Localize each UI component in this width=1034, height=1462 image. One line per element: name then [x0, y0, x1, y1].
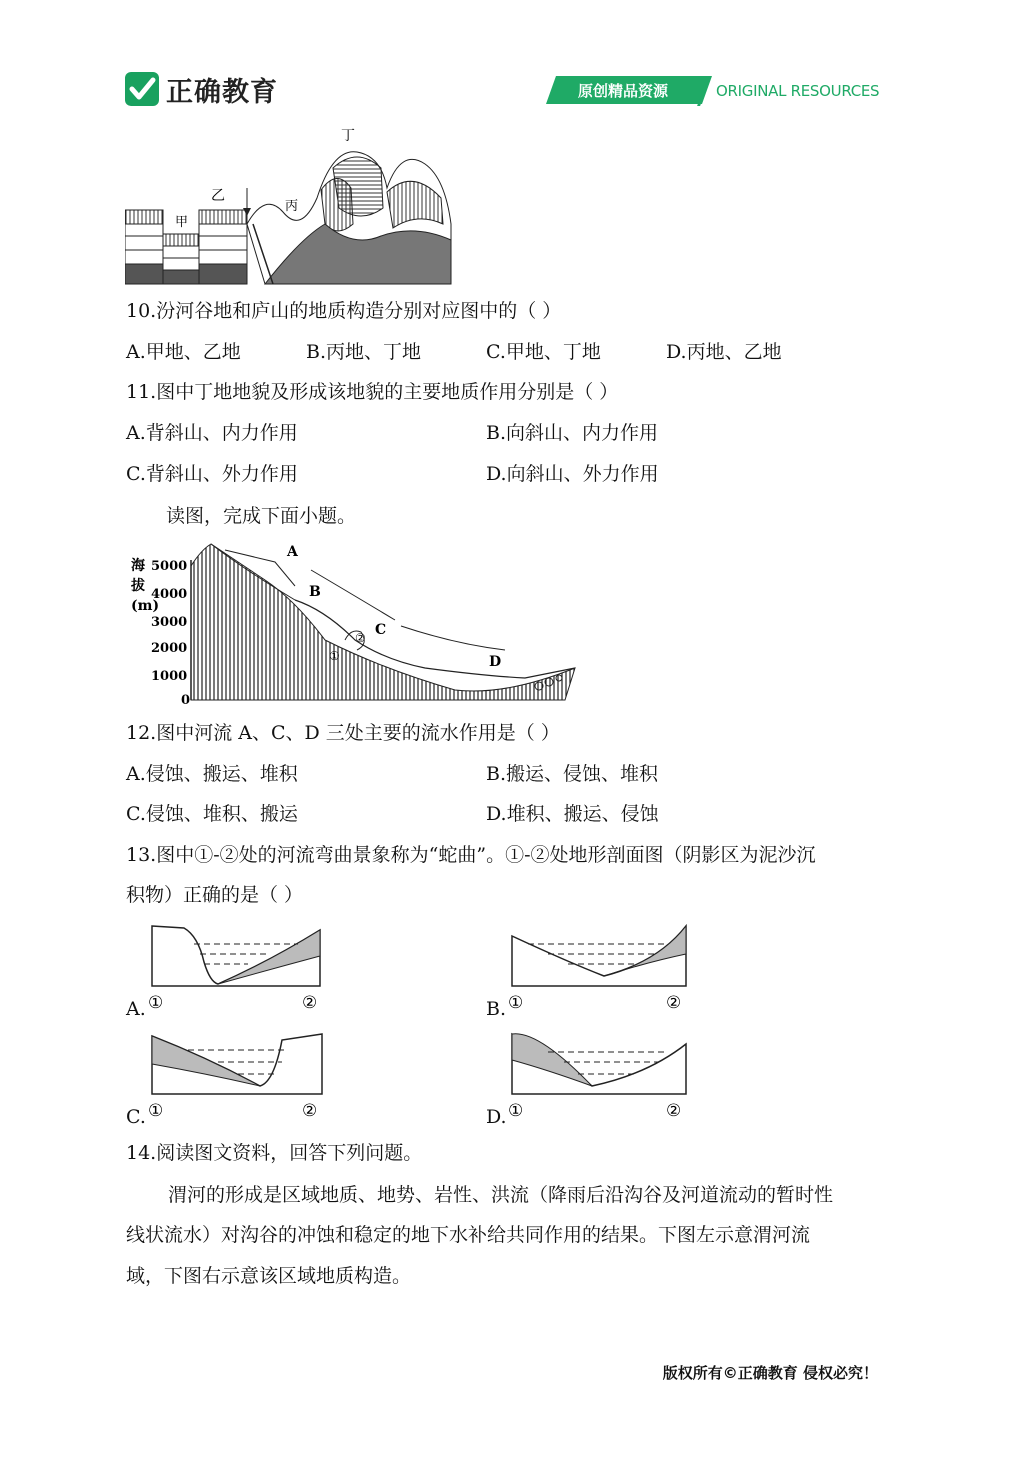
q13-stem-line2: 积物）正确的是（ ）	[126, 884, 304, 906]
q10-stem: 10.汾河谷地和庐山的地质构造分别对应图中的（ ）	[126, 300, 562, 322]
q12-option-c[interactable]: C.侵蚀、堆积、搬运	[126, 803, 298, 825]
q12-option-d[interactable]: D.堆积、搬运、侵蚀	[486, 803, 659, 825]
q13-option-a-profile[interactable]	[148, 922, 328, 1014]
ytick-4000: 4000	[151, 587, 188, 602]
q12-option-a[interactable]: A.侵蚀、搬运、堆积	[126, 763, 298, 785]
label-C: C	[375, 622, 387, 638]
q13-option-b-profile[interactable]	[508, 922, 693, 1014]
q14-stem: 14.阅读图文资料，回答下列问题。	[126, 1142, 423, 1164]
q13-a-point-2: ②	[302, 993, 318, 1013]
intro-text: 读图，完成下面小题。	[166, 505, 357, 527]
label-point-1: ①	[329, 649, 340, 663]
q10-option-a[interactable]: A.甲地、乙地	[126, 341, 241, 363]
q10-option-b[interactable]: B.丙地、丁地	[306, 341, 422, 363]
q13-d-point-2: ②	[666, 1101, 682, 1121]
q11-option-b[interactable]: B.向斜山、内力作用	[486, 422, 659, 444]
q14-para-line2: 线状流水）对沟谷的冲蚀和稳定的地下水补给共同作用的结果。下图左示意渭河流	[126, 1224, 811, 1246]
q13-stem-line1: 13.图中①-②处的河流弯曲景象称为“蛇曲”。①-②处地形剖面图（阴影区为泥沙沉	[126, 844, 816, 866]
y-axis-label: 海拔(m)	[131, 558, 160, 614]
ytick-3000: 3000	[151, 615, 188, 630]
label-point-2: ②	[355, 631, 366, 645]
q13-b-point-1: ①	[508, 993, 524, 1013]
q10-option-c[interactable]: C.甲地、丁地	[486, 341, 601, 363]
q13-option-c-label[interactable]: C.	[126, 1106, 146, 1128]
q13-a-point-1: ①	[148, 993, 164, 1013]
q13-c-point-1: ①	[148, 1101, 164, 1121]
ytick-5000: 5000	[151, 559, 188, 574]
q10-option-d[interactable]: D.丙地、乙地	[666, 341, 782, 363]
q13-b-point-2: ②	[666, 993, 682, 1013]
q14-para-line3: 域，下图右示意该区域地质构造。	[126, 1265, 412, 1287]
geology-figure	[125, 128, 455, 288]
q12-option-b[interactable]: B.搬运、侵蚀、堆积	[486, 763, 659, 785]
ytick-0: 0	[181, 693, 191, 708]
label-D: D	[489, 654, 502, 670]
q13-option-a-label[interactable]: A.	[126, 998, 146, 1020]
label-ding: 丁	[341, 128, 355, 144]
label-A: A	[287, 544, 298, 560]
q13-option-d-profile[interactable]	[508, 1030, 693, 1122]
river-profile-figure	[125, 540, 585, 710]
q13-option-b-label[interactable]: B.	[486, 998, 507, 1020]
footer-copyright: 版权所有©正确教育 侵权必究！	[662, 1364, 878, 1382]
q11-option-c[interactable]: C.背斜山、外力作用	[126, 463, 298, 485]
banner-cn: 原创精品资源	[578, 82, 669, 100]
label-jia: 甲	[175, 215, 189, 230]
q13-option-d-label[interactable]: D.	[486, 1106, 507, 1128]
q13-c-point-2: ②	[302, 1101, 318, 1121]
logo-text: 正确教育	[166, 77, 278, 108]
q11-stem: 11.图中丁地地貌及形成该地貌的主要地质作用分别是（ ）	[126, 381, 619, 403]
label-yi: 乙	[211, 188, 225, 204]
q11-option-d[interactable]: D.向斜山、外力作用	[486, 463, 659, 485]
banner-en: ORIGINAL RESOURCES	[716, 82, 880, 100]
label-bing: 丙	[285, 199, 299, 214]
q11-option-a[interactable]: A.背斜山、内力作用	[126, 422, 298, 444]
label-B: B	[309, 584, 321, 600]
ytick-1000: 1000	[151, 669, 188, 684]
q13-d-point-1: ①	[508, 1101, 524, 1121]
q12-stem: 12.图中河流 A、C、D 三处主要的流水作用是（ ）	[126, 722, 560, 744]
q13-option-c-profile[interactable]	[148, 1030, 328, 1122]
ytick-2000: 2000	[151, 641, 188, 656]
q14-para-line1: 渭河的形成是区域地质、地势、岩性、洪流（降雨后沿沟谷及河道流动的暂时性	[168, 1184, 834, 1206]
logo-check-icon	[125, 72, 159, 106]
